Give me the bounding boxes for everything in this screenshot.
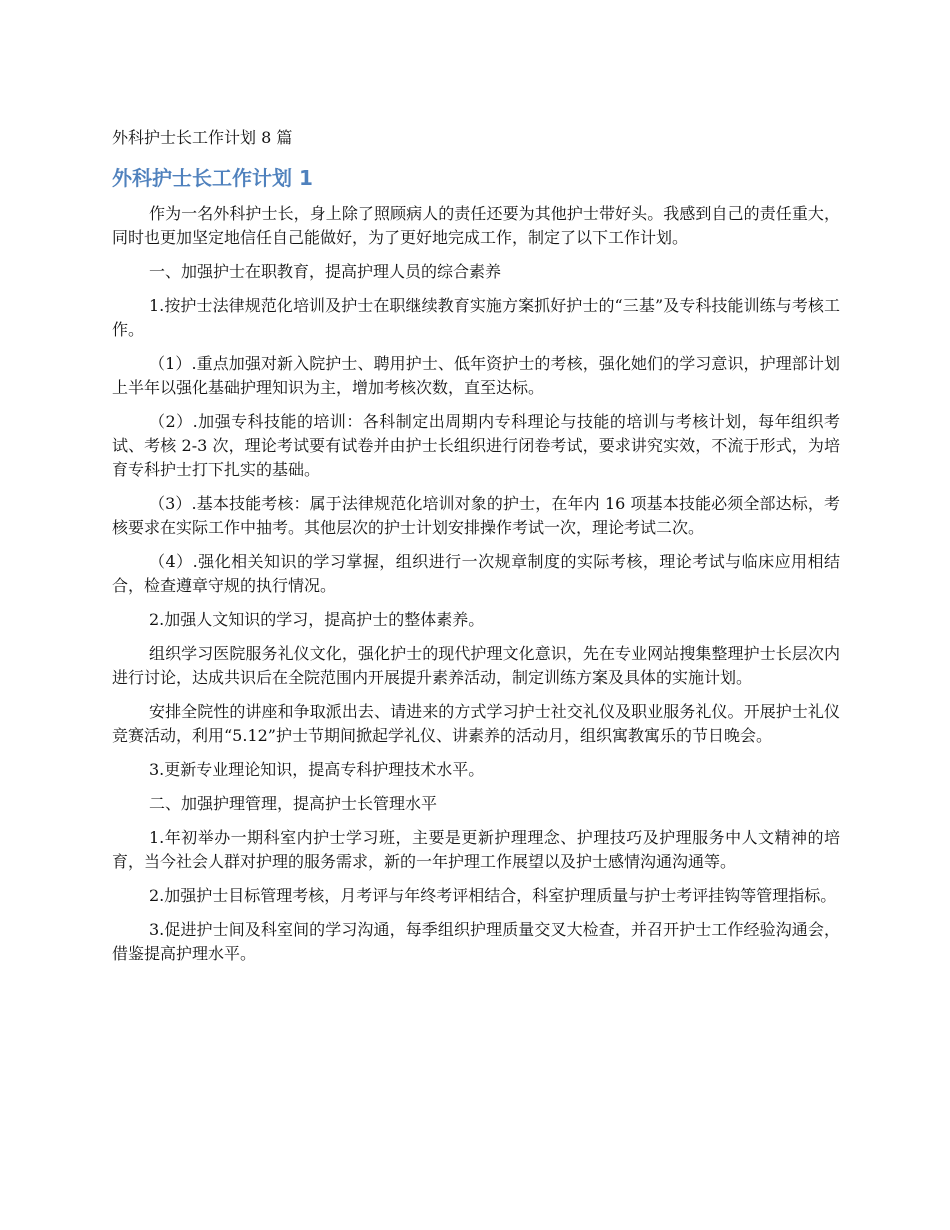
paragraph: 2.加强人文知识的学习，提高护士的整体素养。	[149, 610, 485, 629]
paragraph: （4）.强化相关知识的学习掌握，组织进行一次规章制度的实际考核，理论考试与临床应用相结合，检查遵章守规的执行情况。	[112, 552, 840, 595]
paragraph: 3.促进护士间及科室间的学习沟通，每季组织护理质量交叉大检查，并召开护士工作经验沟通会，借鉴提高护理水平。	[112, 920, 840, 963]
document-title: 外科护士长工作计划 8 篇	[112, 128, 293, 147]
paragraph: 3.更新专业理论知识，提高专科护理技术水平。	[149, 760, 485, 779]
paragraph: 作为一名外科护士长，身上除了照顾病人的责任还要为其他护士带好头。我感到自己的责任重大，同时也更加坚定地信任自己能做好，为了更好地完成工作，制定了以下工作计划。	[112, 204, 840, 247]
paragraph: 安排全院性的讲座和争取派出去、请进来的方式学习护士社交礼仪及职业服务礼仪。开展护士礼仪竞赛活动，利用“5.12”护士节期间掀起学礼仪、讲素养的活动月，组织寓教寓乐的节日晚会。	[112, 702, 840, 745]
paragraph: （2）.加强专科技能的培训：各科制定出周期内专科理论与技能的培训与考核计划，每年组织考试、考核 2-3 次，理论考试要有试卷并由护士长组织进行闭卷考试，要求讲究实效，不流于形式，为培育专科护士打下扎实的基础。	[112, 412, 840, 479]
paragraph: （3）.基本技能考核：属于法律规范化培训对象的护士，在年内 16 项基本技能必须全部达标，考核要求在实际工作中抽考。其他层次的护士计划安排操作考试一次，理论考试二次。	[112, 494, 840, 537]
paragraph: 2.加强护士目标管理考核，月考评与年终考评相结合，科室护理质量与护士考评挂钩等管理指标。	[149, 886, 837, 905]
paragraph: 1.年初举办一期科室内护士学习班，主要是更新护理理念、护理技巧及护理服务中人文精神的培育，当今社会人群对护理的服务需求，新的一年护理工作展望以及护士感情沟通沟通等。	[112, 828, 840, 871]
paragraph: 二、加强护理管理，提高护士长管理水平	[149, 794, 438, 813]
section-heading: 外科护士长工作计划 1	[112, 166, 313, 190]
paragraph: 组织学习医院服务礼仪文化，强化护士的现代护理文化意识，先在专业网站搜集整理护士长层次内进行讨论，达成共识后在全院范围内开展提升素养活动，制定训练方案及具体的实施计划。	[112, 644, 840, 687]
paragraph: 1.按护士法律规范化培训及护士在职继续教育实施方案抓好护士的“三基”及专科技能训练与考核工作。	[112, 296, 840, 339]
paragraph: 一、加强护士在职教育，提高护理人员的综合素养	[149, 262, 502, 281]
document-body	[112, 202, 840, 976]
paragraph: （1）.重点加强对新入院护士、聘用护士、低年资护士的考核，强化她们的学习意识，护理部计划上半年以强化基础护理知识为主，增加考核次数，直至达标。	[112, 354, 840, 397]
